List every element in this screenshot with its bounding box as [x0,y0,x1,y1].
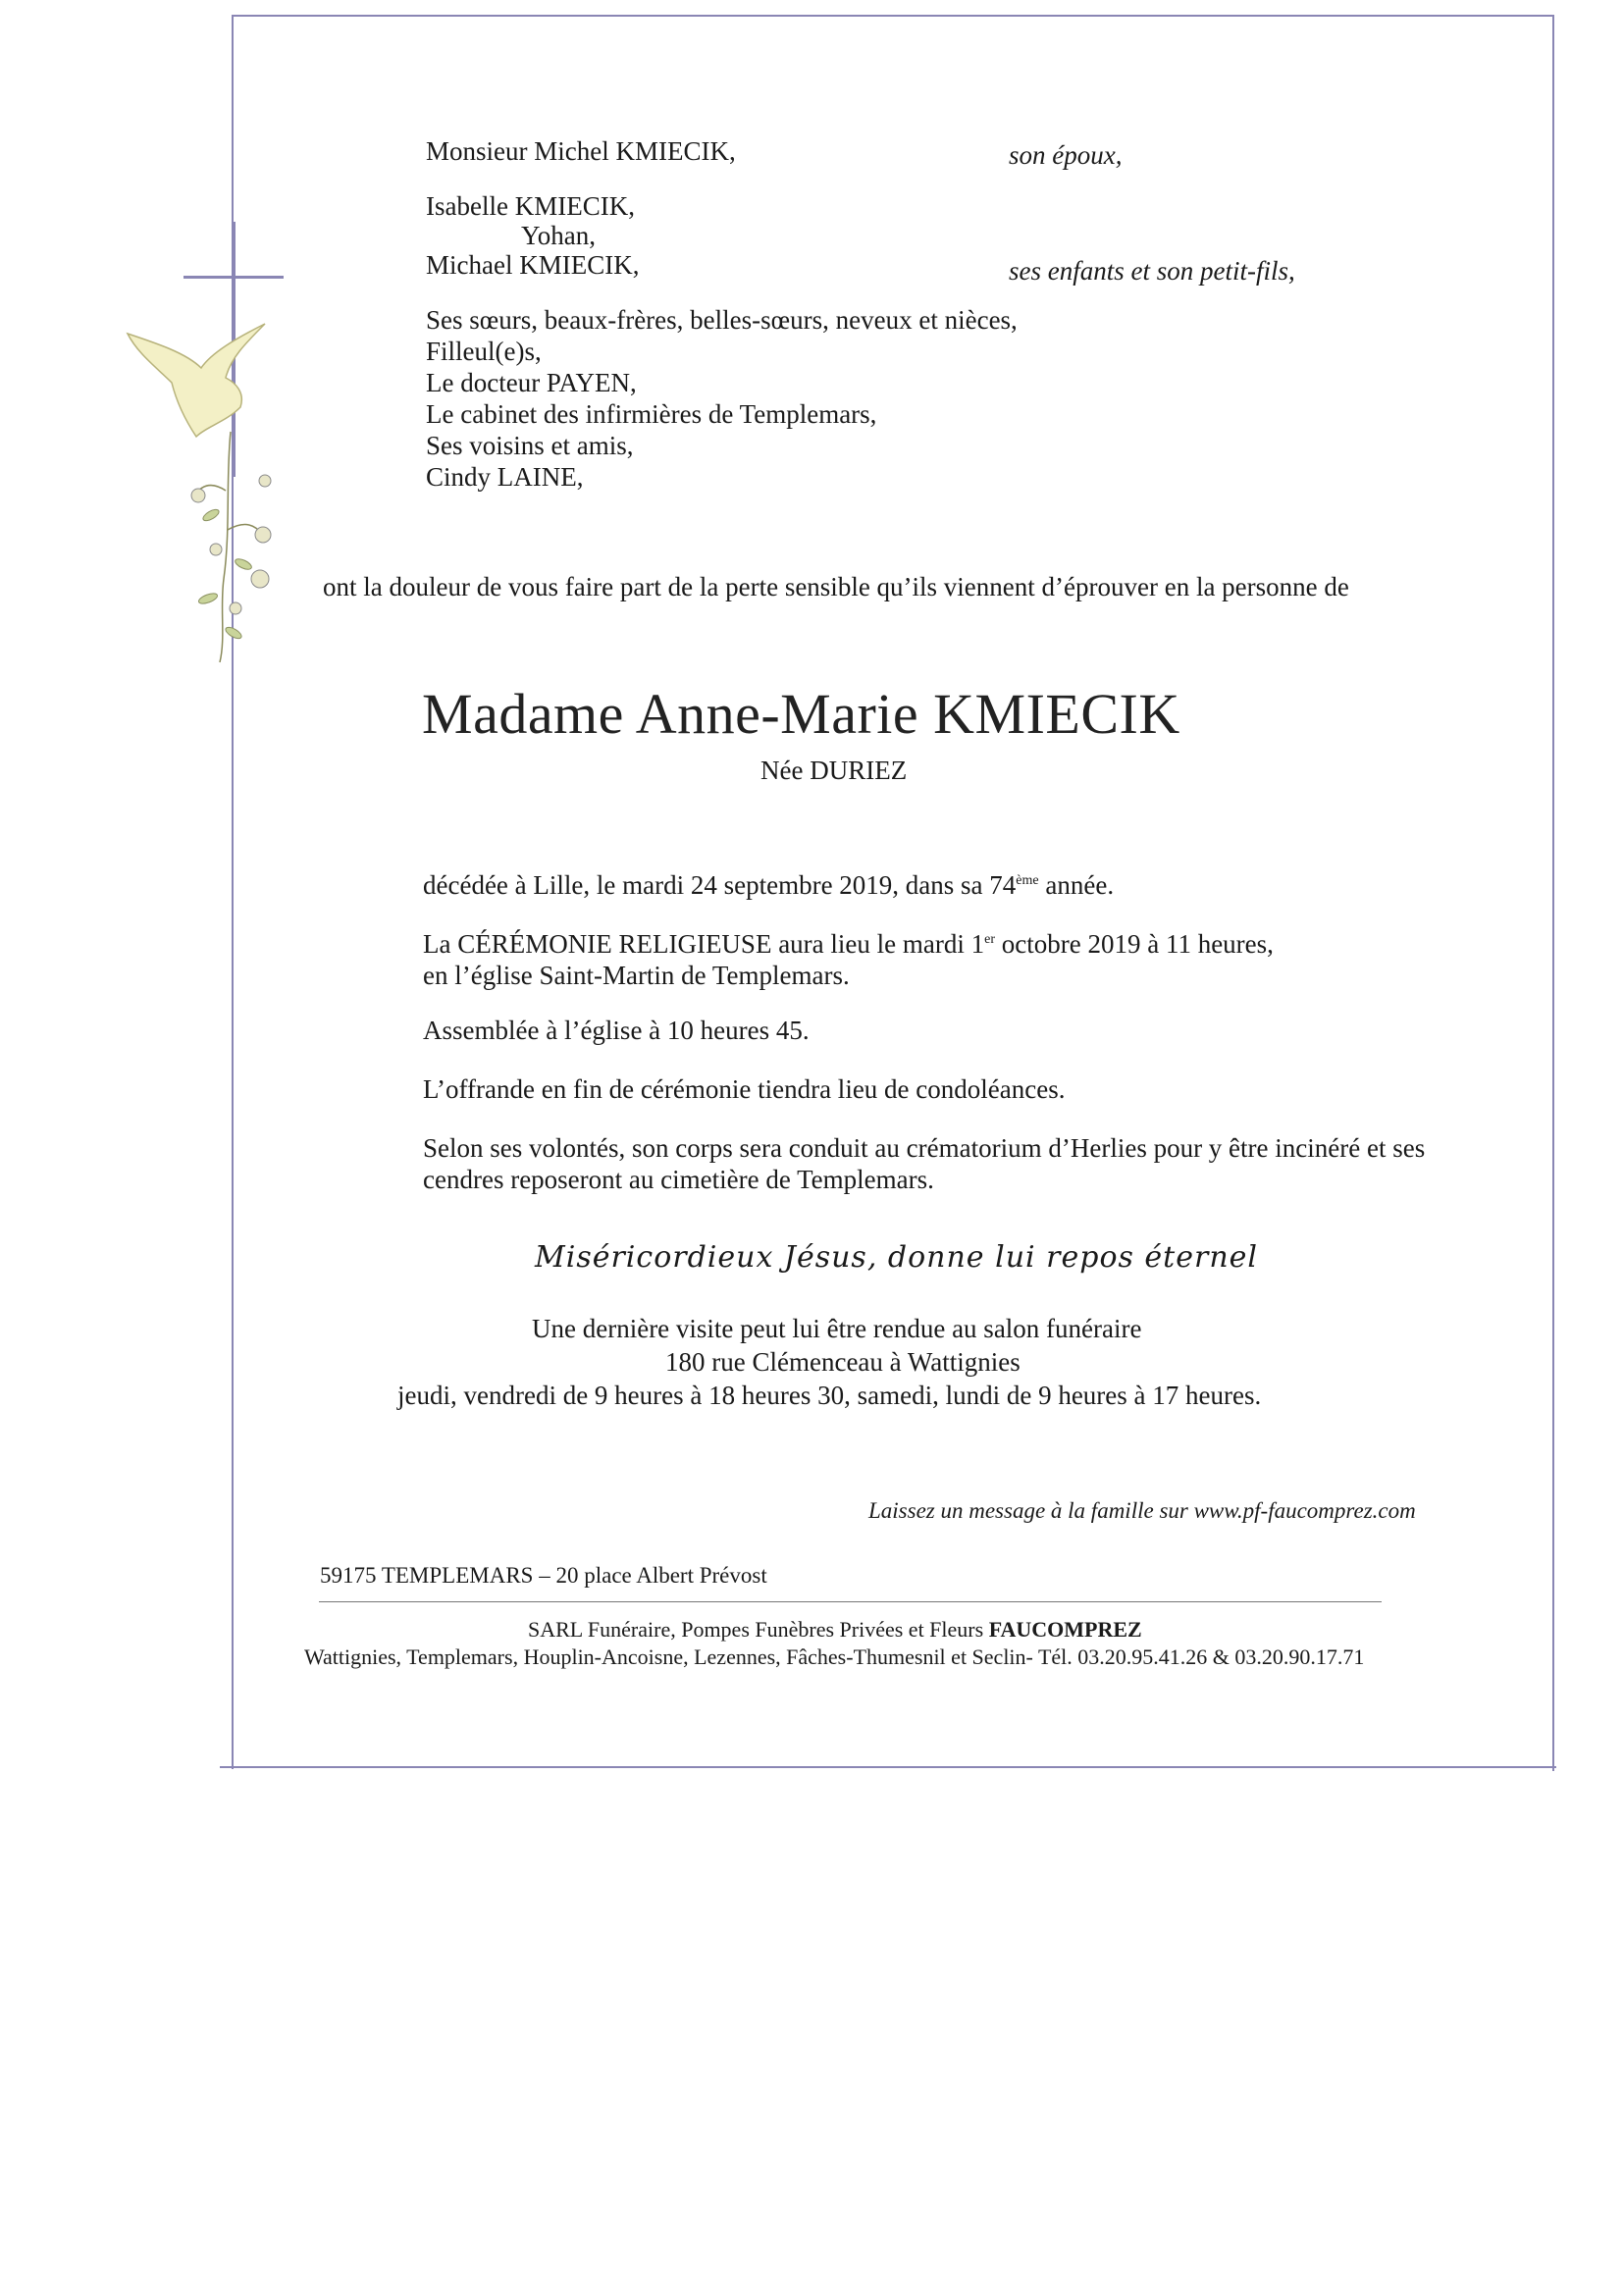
deceased-name: Madame Anne-Marie KMIECIK [422,682,1180,746]
child-line-3: Michael KMIECIK, [426,250,640,280]
footer-locations: Wattignies, Templemars, Houplin-Ancoisne, Lezennes, Fâches-Thumesnil et Seclin- Tél. 03.20.95.41.26 & 03.20.90.17.71 [304,1644,1365,1669]
footer-divider [319,1601,1382,1602]
frame-right-line [1552,15,1554,1771]
ceremony-text-b: octobre 2019 à 11 heures, [995,929,1274,959]
family-line-5: Ses voisins et amis, [426,431,634,460]
wishes-line-2: cendres reposeront au cimetière de Templemars. [423,1165,934,1194]
death-details-text-a: décédée à Lille, le mardi 24 septembre 2019, dans sa 74 [423,870,1017,900]
family-line-4: Le cabinet des infirmières de Templemars, [426,399,877,429]
children-relation: ses enfants et son petit-fils, [1009,256,1295,286]
child-line-1: Isabelle KMIECIK, [426,191,635,221]
family-line-1: Ses sœurs, beaux-frères, belles-sœurs, neveux et nièces, [426,305,1018,335]
footer-company-text: SARL Funéraire, Pompes Funèbres Privées et Fleurs [528,1617,989,1642]
announcement-text: ont la douleur de vous faire part de la perte sensible qu’ils viennent d’éprouver en la personne de [323,572,1349,601]
ceremony-line-2: en l’église Saint-Martin de Templemars. [423,961,850,990]
footer-company-brand: FAUCOMPREZ [988,1617,1142,1642]
death-details-sup: ème [1016,873,1039,888]
wishes-line-1: Selon ses volontés, son corps sera conduit au crématorium d’Herlies pour y être incinéré et ses [423,1133,1426,1163]
ceremony-text-a: La CÉRÉMONIE RELIGIEUSE aura lieu le mardi 1 [423,929,985,959]
child-line-2: Yohan, [521,221,597,250]
frame-left-line-lower [232,675,234,1769]
visit-line-3: jeudi, vendredi de 9 heures à 18 heures 30, samedi, lundi de 9 heures à 17 heures. [397,1381,1262,1410]
family-line-2: Filleul(e)s, [426,337,542,366]
deceased-birth-name: Née DURIEZ [760,756,908,785]
address-text: 59175 TEMPLEMARS – 20 place Albert Prévost [320,1563,767,1588]
prayer-text: Miséricordieux Jésus, donne lui repos éternel [535,1240,1259,1275]
footer-company [528,1617,1142,1643]
frame-bottom-line [220,1766,1556,1768]
assembly-text: Assemblée à l’église à 10 heures 45. [423,1016,810,1045]
family-line-6: Cindy LAINE, [426,462,584,492]
spouse-relation: son époux, [1009,140,1123,170]
spouse-name: Monsieur Michel KMIECIK, [426,136,736,166]
dove-with-flowers-icon [118,285,343,667]
offering-text: L’offrande en fin de cérémonie tiendra lieu de condoléances. [423,1074,1066,1104]
death-details-text-b: année. [1038,870,1115,900]
frame-top-line [233,15,1552,17]
family-line-3: Le docteur PAYEN, [426,368,637,397]
ceremony-line-1 [423,928,1274,960]
ceremony-sup: er [984,932,995,947]
website-message: Laissez un message à la famille sur www.pf-faucomprez.com [868,1498,1416,1523]
visit-line-1: Une dernière visite peut lui être rendue au salon funéraire [532,1314,1142,1343]
visit-line-2: 180 rue Clémenceau à Wattignies [665,1347,1021,1377]
death-details [423,869,1114,901]
